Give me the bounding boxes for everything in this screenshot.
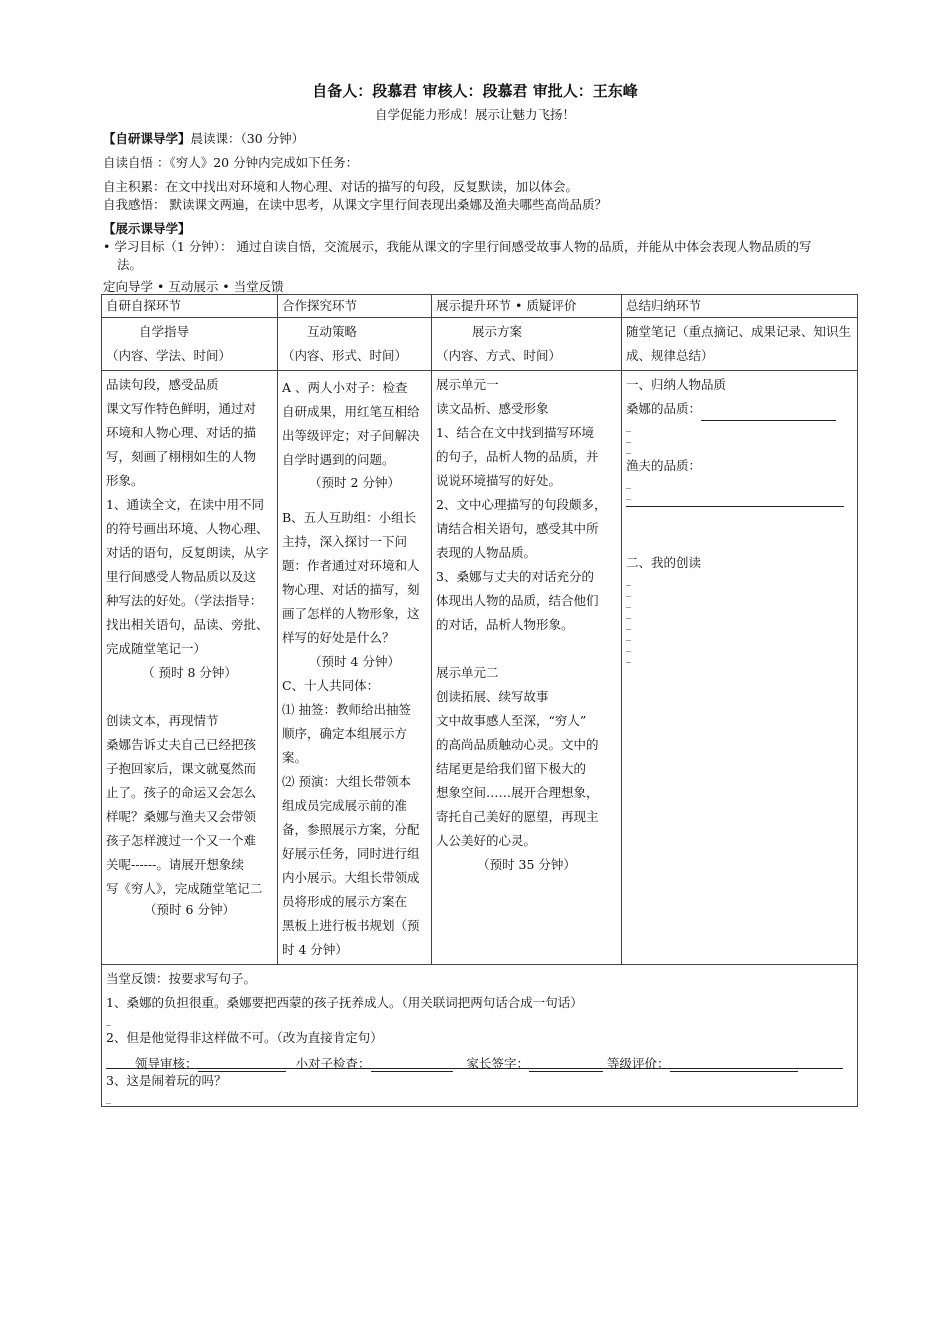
pre-study-title: 【自研课导学】 [103, 131, 191, 146]
dash-mark: _ [626, 489, 631, 500]
coop-line: 组成员完成展示前的准 [282, 798, 408, 813]
header-authors: 自备人：段慕君 审核人：段慕君 审批人：王东峰 [312, 82, 638, 100]
coop-line: B、五人互助组：小组长 [282, 510, 417, 525]
self-study-line: 课文写作特色鲜明，通过对 [106, 401, 257, 416]
show-line: 想象空间……展开合理想象， [436, 785, 599, 800]
time-estimate: （预时 2 分钟） [309, 475, 400, 490]
footer-signatures [135, 1054, 798, 1072]
subheader-col-1 [102, 318, 278, 371]
show-line: 展示单元一 [436, 377, 499, 392]
self-study-line: 关呢------。请展开想象续 [106, 857, 244, 872]
self-study-guide-desc: （内容、学法、时间） [106, 348, 232, 363]
coop-line: ⑵ 预演：大组长带领本 [282, 774, 411, 789]
notes-title-line-1: 随堂笔记（重点摘记、成果记录、知识生 [626, 324, 852, 339]
guide-line: 定向导学 • 互动展示 • 当堂反馈 [103, 279, 284, 294]
show-line: 展示单元二 [436, 665, 499, 680]
show-line: 的高尚品质触动心灵。文中的 [436, 737, 599, 752]
subheader-col-2 [278, 318, 432, 371]
show-line: 体现出人物的品质，结合他们 [436, 593, 599, 608]
answer-dash: _ [106, 1015, 111, 1026]
feedback-question-3: 3、这是闹着玩的吗？ [106, 1073, 227, 1088]
show-line: 读文品析、感受形象 [436, 401, 549, 416]
answer-dash: _ [106, 1093, 111, 1104]
self-study-line: 找出相关语句，品读、旁批、 [106, 617, 269, 632]
self-study-line: 对话的语句，反复朗读，从字 [106, 545, 269, 560]
self-study-line: 品读句段，感受品质 [106, 377, 219, 392]
grade-label: 等级评价： [607, 1056, 670, 1071]
show-line: 结尾更是给我们留下极大的 [436, 761, 587, 776]
partner-check-blank[interactable] [371, 1057, 453, 1072]
sangna-quality-label: 桑娜的品质： [626, 401, 702, 416]
self-study-line: 完成随堂笔记一） [106, 641, 207, 656]
show-line: 1、结合在文中找到描写环境 [436, 425, 594, 440]
coop-line: 题：作者通过对环境和人 [282, 558, 420, 573]
header-col-1: 自研自探环节 [102, 295, 278, 318]
show-line: 请结合相关语句，感受其中所 [436, 521, 599, 536]
feedback-title: 当堂反馈：按要求写句子。 [106, 971, 257, 986]
pre-study-heading [103, 129, 304, 147]
coop-line: 案。 [282, 750, 308, 765]
slogan: 自学促能力形成！展示让魅力飞扬！ [374, 107, 575, 122]
dash-mark: _ [626, 586, 631, 597]
dash-mark: _ [626, 421, 631, 432]
parent-sign-blank[interactable] [529, 1057, 603, 1072]
feedback-question-1: 1、桑娜的负担很重。桑娜要把西蒙的孩子抚养成人。（用关联词把两句话合成一句话） [106, 995, 583, 1010]
dash-mark: _ [626, 432, 631, 443]
dash-mark: _ [626, 608, 631, 619]
coop-line: 样写的好处是什么？ [282, 630, 395, 645]
header-col-3: 展示提升环节 • 质疑评价 [432, 295, 622, 318]
self-study-line: 桑娜告诉丈夫自己已经把孩 [106, 737, 257, 752]
self-study-line: 写，刻画了栩栩如生的人物 [106, 449, 257, 464]
show-plan-desc: （内容、方式、时间） [436, 348, 562, 363]
interaction-strategy-desc: （内容、形式、时间） [282, 348, 408, 363]
show-cell [432, 371, 622, 965]
coop-line: 自学时遇到的问题。 [282, 452, 395, 467]
interaction-strategy-title: 互动策略 [307, 324, 358, 339]
coop-line: 画了怎样的人物形象，这 [282, 606, 420, 621]
coop-line: 顺序，确定本组展示方 [282, 726, 408, 741]
self-study-line: 1、通读全文，在读中用不同 [106, 497, 264, 512]
dash-mark: _ [626, 641, 631, 652]
partner-check-label: 小对子检查： [295, 1056, 371, 1071]
summary-heading-1: 一、归纳人物品质 [626, 377, 727, 392]
dash-mark: _ [626, 619, 631, 630]
coop-line: ⑴ 抽签：教师给出抽签 [282, 702, 411, 717]
coop-line: 黑板上进行板书规划（预 [282, 918, 420, 933]
lesson-table [101, 294, 858, 1107]
dash-mark: _ [626, 630, 631, 641]
dash-mark: _ [626, 443, 631, 454]
morning-class: 晨读课：（30 分钟） [190, 131, 305, 146]
notes-title-line-2: 成、规律总结） [626, 348, 714, 363]
self-study-line: 写《穷人》，完成随堂笔记二 [106, 881, 263, 896]
sangna-quality-row [626, 397, 853, 421]
subheader-col-3 [432, 318, 622, 371]
pre-study-line-1: 自读自悟 ：《穷人》20 分钟内完成如下任务： [103, 155, 359, 170]
show-plan-title: 展示方案 [472, 324, 523, 339]
coop-line: 自研成果，用红笔互相给 [282, 404, 420, 419]
self-study-line: 种写法的好处。（学法指导： [106, 593, 263, 608]
self-study-guide-title: 自学指导 [139, 324, 190, 339]
show-line: 的句子，品析人物的品质，并 [436, 449, 599, 464]
fisherman-quality-label: 渔夫的品质： [626, 458, 702, 473]
parent-sign-label: 家长签字： [466, 1056, 530, 1071]
time-estimate: （预时 35 分钟） [477, 857, 576, 872]
dash-mark: _ [626, 478, 631, 489]
coop-line: A 、两人小对子：检查 [282, 380, 408, 395]
self-study-line: 样呢？桑娜与渔夫又会带领 [106, 809, 257, 824]
time-estimate: （预时 6 分钟） [144, 902, 235, 917]
show-line: 文中故事感人至深，“穷人” [436, 713, 587, 728]
self-study-line: 形象。 [106, 473, 144, 488]
self-study-line: 的符号画出环境、人物心理、 [106, 521, 269, 536]
learning-goal-line-2: 法。 [117, 257, 143, 272]
self-study-line: 止了。孩子的命运又会怎么 [106, 785, 257, 800]
self-study-line: 孩子怎样渡过一个又一个难 [106, 833, 257, 848]
show-line: 说说环境描写的好处。 [436, 473, 562, 488]
coop-line: 备，参照展示方案，分配 [282, 822, 420, 837]
self-study-line: 子抱回家后，课文就戛然而 [106, 761, 257, 776]
show-line: 2、文中心理描写的句段颇多， [436, 497, 607, 512]
feedback-cell [102, 965, 858, 1107]
cooperation-cell [278, 371, 432, 965]
header-col-4: 总结归纳环节 [622, 295, 858, 318]
self-study-line: 创读文本，再现情节 [106, 713, 219, 728]
show-line: 的对话，品析人物形象。 [436, 617, 574, 632]
self-study-cell [102, 371, 278, 965]
subheader-col-4 [622, 318, 858, 371]
sangna-quality-blank[interactable] [701, 406, 836, 421]
dash-mark: _ [626, 575, 631, 586]
coop-line: 好展示任务，同时进行组 [282, 846, 420, 861]
show-line: 表现的人物品质。 [436, 545, 537, 560]
coop-line: 主持，深入探讨一下问 [282, 534, 408, 549]
pre-study-line-3: 自我感悟： 默读课文两遍，在读中思考，从课文字里行间表现出桑娜及渔夫哪些高尚品质？ [103, 197, 607, 212]
leader-review-label: 领导审核： [135, 1056, 198, 1071]
pre-study-line-2: 自主积累：在文中找出对环境和人物心理、对话的描写的句段，反复默读，加以体会。 [103, 179, 579, 194]
header-col-2: 合作探究环节 [278, 295, 432, 318]
coop-line: 出等级评定；对子间解决 [282, 428, 420, 443]
leader-review-blank[interactable] [198, 1057, 286, 1072]
fisherman-quality-blank[interactable] [626, 500, 844, 507]
time-estimate: （预时 4 分钟） [309, 654, 400, 669]
show-line: 寄托自己美好的愿望，再现主 [436, 809, 599, 824]
summary-heading-2: 二、我的创读 [626, 555, 702, 570]
dash-mark: _ [626, 652, 631, 663]
feedback-question-2: 2、但是他觉得非这样做不可。（改为直接肯定句） [106, 1030, 383, 1045]
coop-line: 内小展示。大组长带领成 [282, 870, 420, 885]
learning-goal-line-1: • 学习目标（1 分钟）： 通过自读自悟，交流展示，我能从课文的字里行间感受故事人物的品质，并能从中体会表现人物品质的写 [103, 239, 812, 254]
show-line: 3、桑娜与丈夫的对话充分的 [436, 569, 594, 584]
coop-line: 员将形成的展示方案在 [282, 894, 408, 909]
self-study-line: 环境和人物心理、对话的描 [106, 425, 257, 440]
show-study-title: 【展示课导学】 [103, 221, 191, 236]
coop-line: C、十人共同体： [282, 678, 380, 693]
show-line: 创读拓展、续写故事 [436, 689, 549, 704]
coop-line: 物心理、对话的描写，刻 [282, 582, 420, 597]
time-estimate: （ 预时 8 分钟） [142, 665, 237, 680]
coop-line: 时 4 分钟） [282, 942, 348, 957]
show-line: 人公美好的心灵。 [436, 833, 537, 848]
notes-cell [622, 371, 858, 965]
grade-blank[interactable] [670, 1057, 798, 1072]
dash-mark: _ [626, 597, 631, 608]
self-study-line: 里行间感受人物品质以及这 [106, 569, 257, 584]
